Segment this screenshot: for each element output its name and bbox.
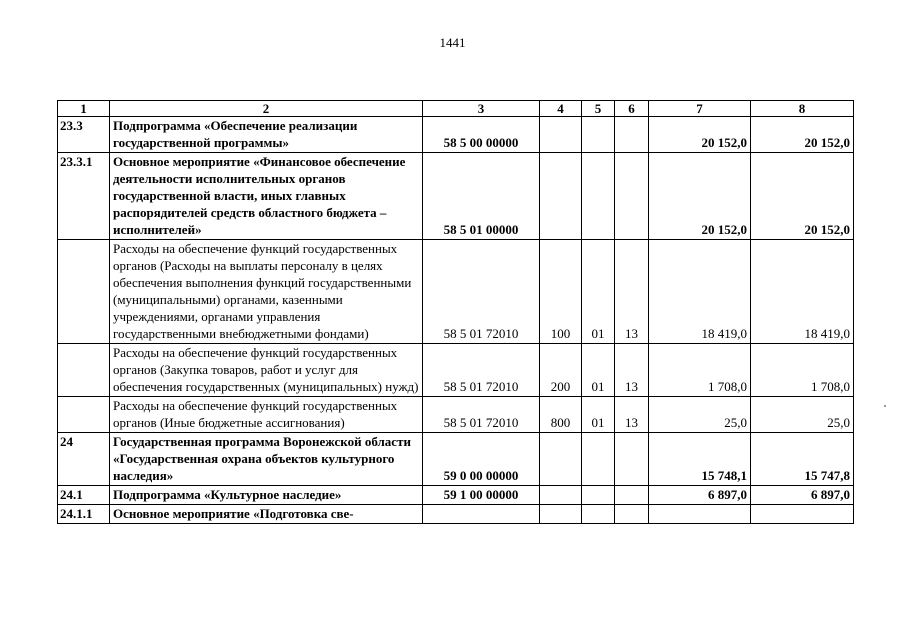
row-pr: [615, 433, 649, 486]
table-row: [58, 344, 854, 397]
row-pr: [615, 486, 649, 505]
row-name: Расходы на обеспечение функций государственных органов (Расходы на выплаты персоналу в целях обеспечения выполнения функций государственными (муниципальными) органами, казенными учреждениями, органами управления государственными внебюджетными фондами): [110, 240, 423, 344]
row-name: Основное мероприятие «Финансовое обеспечение деятельности исполнительных органов государственной власти, иных главных распорядителей средств областного бюджета – исполнителей»: [110, 153, 423, 240]
row-kcsr: 59 1 00 00000: [423, 486, 540, 505]
row-sum-1: 20 152,0: [649, 153, 751, 240]
row-code: [58, 344, 110, 397]
row-name: Подпрограмма «Культурное наследие»: [110, 486, 423, 505]
row-code: 24: [58, 433, 110, 486]
row-sum-2: 1 708,0: [751, 344, 854, 397]
row-sum-1: [649, 505, 751, 524]
row-code: [58, 397, 110, 433]
row-vr: [540, 433, 582, 486]
header-cell: 8: [751, 101, 854, 117]
row-sum-1: 20 152,0: [649, 117, 751, 153]
table-row: [58, 240, 854, 344]
row-name: Основное мероприятие «Подготовка све-: [110, 505, 423, 524]
row-rz: [582, 117, 615, 153]
row-rz: [582, 505, 615, 524]
header-row: [58, 101, 854, 117]
header-cell: 6: [615, 101, 649, 117]
table-row: [58, 433, 854, 486]
row-pr: 13: [615, 344, 649, 397]
row-vr: [540, 117, 582, 153]
row-kcsr: [423, 505, 540, 524]
row-code: 23.3.1: [58, 153, 110, 240]
row-vr: 800: [540, 397, 582, 433]
row-kcsr: 58 5 01 72010: [423, 344, 540, 397]
row-sum-2: 18 419,0: [751, 240, 854, 344]
scan-speck: [884, 405, 886, 407]
row-sum-1: 25,0: [649, 397, 751, 433]
row-rz: 01: [582, 397, 615, 433]
budget-table: [57, 100, 854, 524]
row-rz: [582, 433, 615, 486]
row-rz: [582, 153, 615, 240]
row-sum-1: 6 897,0: [649, 486, 751, 505]
header-cell: 3: [423, 101, 540, 117]
row-sum-1: 18 419,0: [649, 240, 751, 344]
header-cell: 2: [110, 101, 423, 117]
row-name: Расходы на обеспечение функций государственных органов (Закупка товаров, работ и услуг для обеспечения государственных (муниципальных) нужд): [110, 344, 423, 397]
row-code: 24.1.1: [58, 505, 110, 524]
row-vr: [540, 505, 582, 524]
header-cell: 1: [58, 101, 110, 117]
row-sum-2: 6 897,0: [751, 486, 854, 505]
table-row: [58, 153, 854, 240]
row-rz: [582, 486, 615, 505]
table-row: [58, 505, 854, 524]
header-cell: 4: [540, 101, 582, 117]
page-number: 1441: [439, 35, 466, 50]
row-code: 23.3: [58, 117, 110, 153]
row-sum-2: [751, 505, 854, 524]
row-sum-1: 15 748,1: [649, 433, 751, 486]
table-row: [58, 117, 854, 153]
row-pr: [615, 153, 649, 240]
row-pr: [615, 505, 649, 524]
row-kcsr: 58 5 01 72010: [423, 240, 540, 344]
header-cell: 7: [649, 101, 751, 117]
row-vr: [540, 486, 582, 505]
header-cell: 5: [582, 101, 615, 117]
row-sum-2: 15 747,8: [751, 433, 854, 486]
row-code: 24.1: [58, 486, 110, 505]
row-name: Подпрограмма «Обеспечение реализации государственной программы»: [110, 117, 423, 153]
row-kcsr: 58 5 00 00000: [423, 117, 540, 153]
row-vr: 100: [540, 240, 582, 344]
row-pr: [615, 117, 649, 153]
row-vr: 200: [540, 344, 582, 397]
row-rz: 01: [582, 240, 615, 344]
row-sum-2: 25,0: [751, 397, 854, 433]
row-sum-1: 1 708,0: [649, 344, 751, 397]
row-sum-2: 20 152,0: [751, 153, 854, 240]
row-vr: [540, 153, 582, 240]
row-rz: 01: [582, 344, 615, 397]
row-pr: 13: [615, 397, 649, 433]
row-kcsr: 59 0 00 00000: [423, 433, 540, 486]
row-name: Расходы на обеспечение функций государственных органов (Иные бюджетные ассигнования): [110, 397, 423, 433]
row-sum-2: 20 152,0: [751, 117, 854, 153]
row-kcsr: 58 5 01 00000: [423, 153, 540, 240]
table-row: [58, 397, 854, 433]
row-kcsr: 58 5 01 72010: [423, 397, 540, 433]
table-row: [58, 486, 854, 505]
row-pr: 13: [615, 240, 649, 344]
row-code: [58, 240, 110, 344]
row-name: Государственная программа Воронежской области «Государственная охрана объектов культурного наследия»: [110, 433, 423, 486]
